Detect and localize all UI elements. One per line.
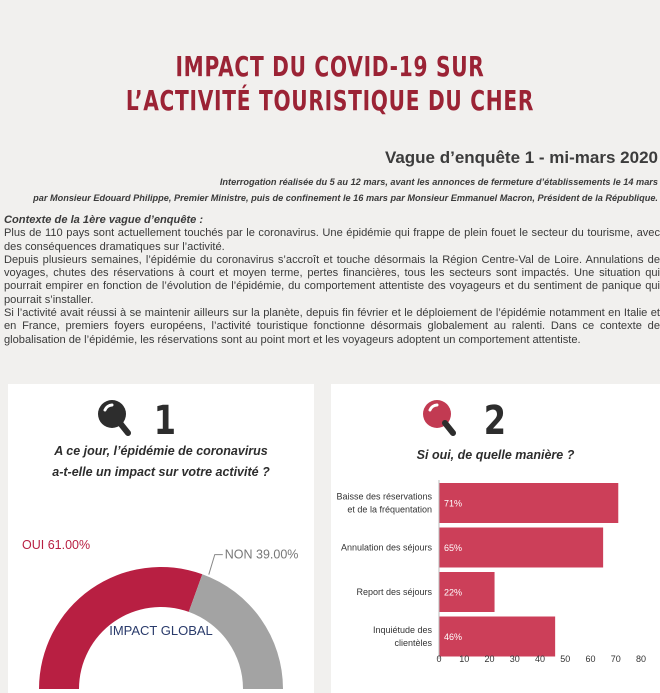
x-tick-label: 60 (585, 654, 596, 664)
context-paragraph-2: Depuis plusieurs semaines, l’épidémie du coronavirus s’accroît et touche désormais la Région Centre-Val de Loire. Annulations de voyages, chutes des réservations à court et moyen terme, pertes financières, tous les secteurs sont impactés. Une situation qui pourrait empirer en fonction de l’évolution de l’épidémie, du comportement attentiste des voyageurs et du sentiment de panique qui pourrait s’installer. (4, 253, 660, 306)
question-2-card (331, 384, 660, 693)
context-paragraph-1: Plus de 110 pays sont actuellement touchés par le coronavirus. Une épidémie qui frappe de plein fouet le secteur du tourisme, avec des conséquences dramatiques sur l’activité. (4, 227, 660, 253)
bar-category-label: Annulation des séjours (340, 542, 432, 553)
impact-bar-chart (331, 480, 660, 690)
title-line-1: IMPACT DU COVID-19 SUR (175, 50, 485, 83)
x-tick-label: 20 (484, 654, 495, 664)
bar-0 (439, 483, 618, 523)
interrogation-line-1: Interrogation réalisée du 5 au 12 mars, avant les annonces de fermeture d’établissements le 14 mars (219, 177, 658, 187)
bar-value-label: 46% (444, 632, 463, 642)
magnifier-icon (421, 398, 457, 440)
title-line-2: L’ACTIVITÉ TOURISTIQUE DU CHER (125, 84, 535, 117)
bar-category-label: et de la fréquentation (347, 504, 432, 515)
context-paragraph-3: Si l’activité avait réussi à se maintenir ailleurs sur la planète, depuis fin février et le déploiement de l’épidémie notamment en Italie et en France, premiers foyers européens, l’activité touristique fonctionne désormais globalement au ralenti. Dans ce contexte de globalisation de l’épidémie, les réservations sont au point mort et les voyageurs adoptent un comportement attentiste. (4, 307, 660, 346)
question-1-line-1: A ce jour, l’épidémie de coronavirus (54, 444, 268, 458)
bar-1 (439, 528, 603, 568)
question-1-number: 1 (153, 398, 177, 444)
x-tick-label: 50 (560, 654, 571, 664)
context-section (4, 214, 660, 347)
x-tick-label: 10 (459, 654, 470, 664)
gauge-label-non: NON 39.00% (224, 547, 299, 562)
question-1-text (8, 441, 314, 483)
gauge-center-label: IMPACT GLOBAL (109, 623, 213, 638)
question-1-line-2: a-t-elle un impact sur votre activité ? (52, 465, 270, 479)
bar-category-label: clientèles (394, 638, 432, 648)
bar-category-label: Report des séjours (356, 587, 432, 597)
x-tick-label: 80 (635, 654, 647, 664)
magnifier-icon (96, 398, 132, 440)
interrogation-note (0, 174, 658, 206)
x-tick-label: 40 (534, 654, 546, 664)
interrogation-line-2: par Monsieur Edouard Philippe, Premier Ministre, puis de confinement le 16 mars par Monsieur Emmanuel Macron, Président de la République. (33, 193, 658, 203)
bar-value-label: 65% (444, 543, 463, 553)
bar-category-label: Baisse des réservations (336, 491, 432, 502)
x-tick-label: 30 (509, 654, 520, 664)
bar-value-label: 71% (444, 498, 463, 509)
question-1-card (8, 384, 314, 693)
bar-category-label: Inquiétude des (372, 625, 432, 635)
gauge-leader-line (209, 555, 223, 575)
impact-gauge-chart (8, 514, 314, 693)
x-tick-label: 70 (610, 654, 621, 664)
context-title: Contexte de la 1ère vague d’enquête : (4, 214, 204, 226)
question-2-number: 2 (483, 398, 507, 444)
x-tick-label: 0 (436, 654, 442, 664)
gauge-label-oui: OUI 61.00% (22, 538, 91, 552)
page-title (92, 50, 567, 118)
bar-value-label: 22% (444, 587, 463, 598)
question-2-text: Si oui, de quelle manière ? (416, 448, 575, 462)
wave-subtitle: Vague d’enquête 1 - mi-mars 2020 (384, 148, 658, 167)
